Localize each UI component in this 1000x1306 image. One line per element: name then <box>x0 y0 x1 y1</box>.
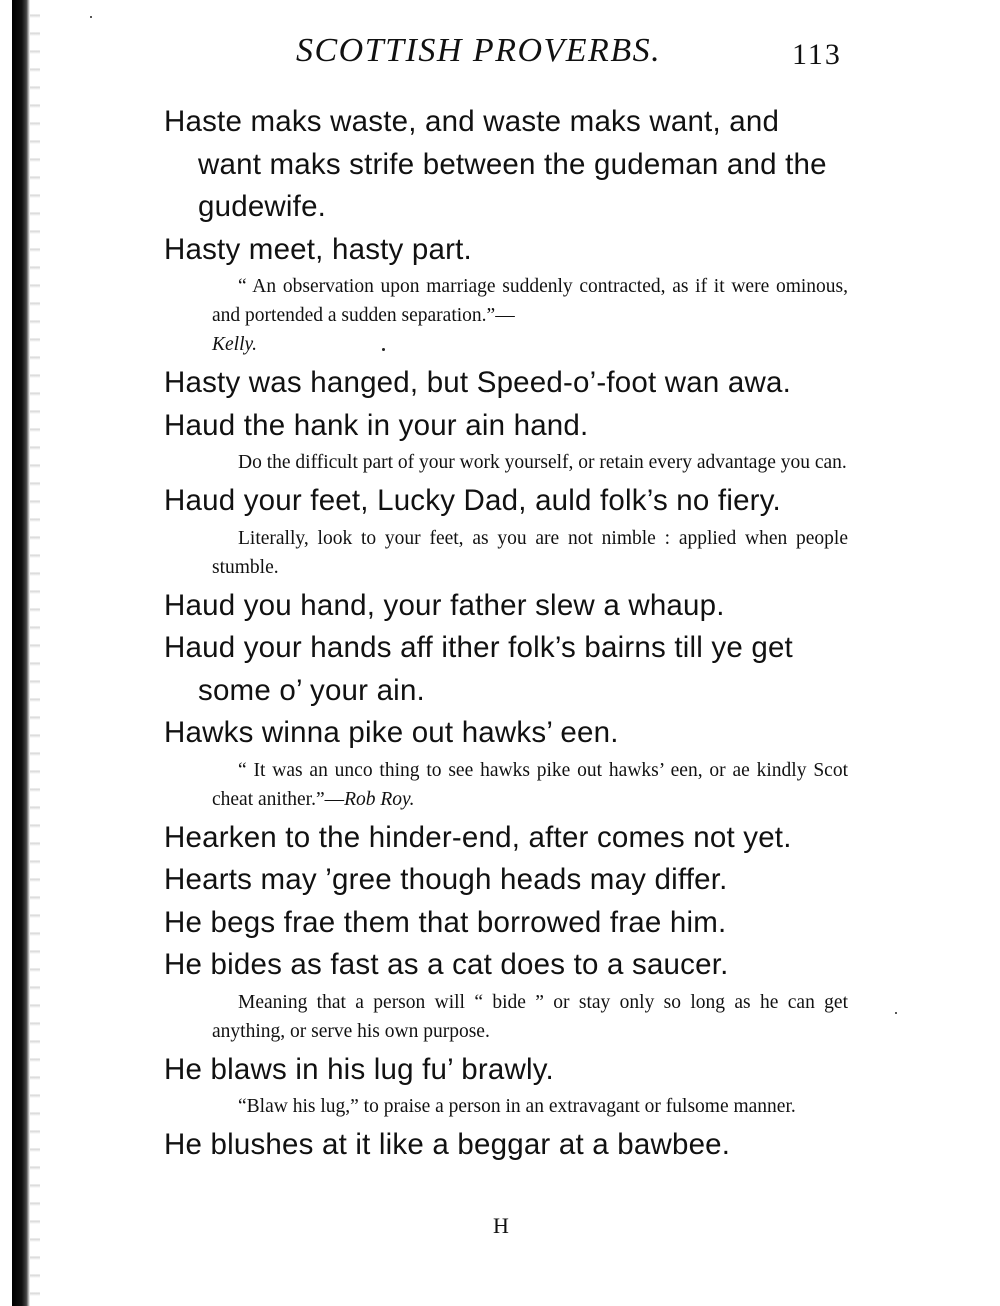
proverb-text: Haud your hands aff ither folk’s bairns till ye get some o’ your ain. <box>164 631 793 707</box>
proverb-list <box>0 101 1000 1167</box>
proverb-note <box>212 448 848 477</box>
proverb-text: He begs frae them that borrowed frae him. <box>164 905 727 939</box>
proverb-entry <box>0 362 1000 405</box>
proverb-note <box>212 524 848 582</box>
proverb-entry <box>0 902 1000 945</box>
proverb-entry <box>0 229 1000 360</box>
note-text: “ It was an unco thing to see hawks pike out hawks’ een, or ae kindly Scot cheat anither.”— <box>212 759 848 810</box>
proverb-note <box>212 272 848 359</box>
proverb-text: Haud your feet, Lucky Dad, auld folk’s no fiery. <box>164 484 781 517</box>
proverb-text: Hearts may ’gree though heads may differ. <box>164 863 728 896</box>
proverb-entry <box>0 1124 1000 1167</box>
proverb-entry <box>0 1049 1000 1122</box>
proverb-text: Haste maks waste, and waste maks want, and want maks strife between the gudeman and the gudewife. <box>164 105 827 223</box>
proverb-entry <box>0 627 1000 712</box>
proverb-text: He bides as fast as a cat does to a saucer. <box>164 948 729 981</box>
proverb-entry <box>0 405 1000 478</box>
note-text: Meaning that a person will “ bide ” or stay only so long as he can get anything, or serve his own purpose. <box>212 991 848 1042</box>
proverb-note <box>212 756 848 814</box>
note-text: Do the difficult part of your work yourself, or retain every advantage you can. <box>238 452 847 473</box>
note-attribution: Kelly. <box>212 334 257 355</box>
proverb-entry <box>0 585 1000 628</box>
signature-mark: H <box>493 1213 509 1238</box>
proverb-text: Hasty meet, hasty part. <box>164 232 472 266</box>
proverb-entry <box>0 817 1000 860</box>
proverb-entry <box>0 859 1000 902</box>
note-attribution: Rob Roy. <box>344 788 415 810</box>
note-text: “Blaw his lug,” to praise a person in an extravagant or fulsome manner. <box>238 1096 796 1117</box>
print-speck <box>382 348 385 351</box>
page-number: 113 <box>792 38 842 71</box>
proverb-text: Haud the hank in your ain hand. <box>164 408 589 442</box>
proverb-entry <box>0 944 1000 1046</box>
proverb-text: Hasty was hanged, but Speed-o’-foot wan awa. <box>164 366 792 399</box>
print-speck <box>90 16 92 18</box>
proverb-text: Haud you hand, your father slew a whaup. <box>164 588 725 622</box>
proverb-text: He blaws in his lug fu’ brawly. <box>164 1052 554 1086</box>
print-speck <box>895 1012 897 1014</box>
proverb-text: Hawks winna pike out hawks’ een. <box>164 716 619 749</box>
proverb-text: Hearken to the hinder-end, after comes not yet. <box>164 820 792 854</box>
note-text: Literally, look to your feet, as you are not nimble : applied when people stumble. <box>212 527 848 578</box>
proverb-entry <box>0 480 1000 582</box>
proverb-entry <box>0 712 1000 814</box>
proverb-note <box>212 988 848 1046</box>
running-head-title: SCOTTISH PROVERBS. <box>296 32 662 69</box>
proverb-text: He blushes at it like a beggar at a bawbee. <box>164 1128 731 1161</box>
proverb-entry <box>0 101 1000 229</box>
note-text: “ An observation upon marriage suddenly contracted, as if it were ominous, and portended a sudden separation.”— <box>212 276 848 326</box>
proverb-note <box>212 1092 848 1121</box>
